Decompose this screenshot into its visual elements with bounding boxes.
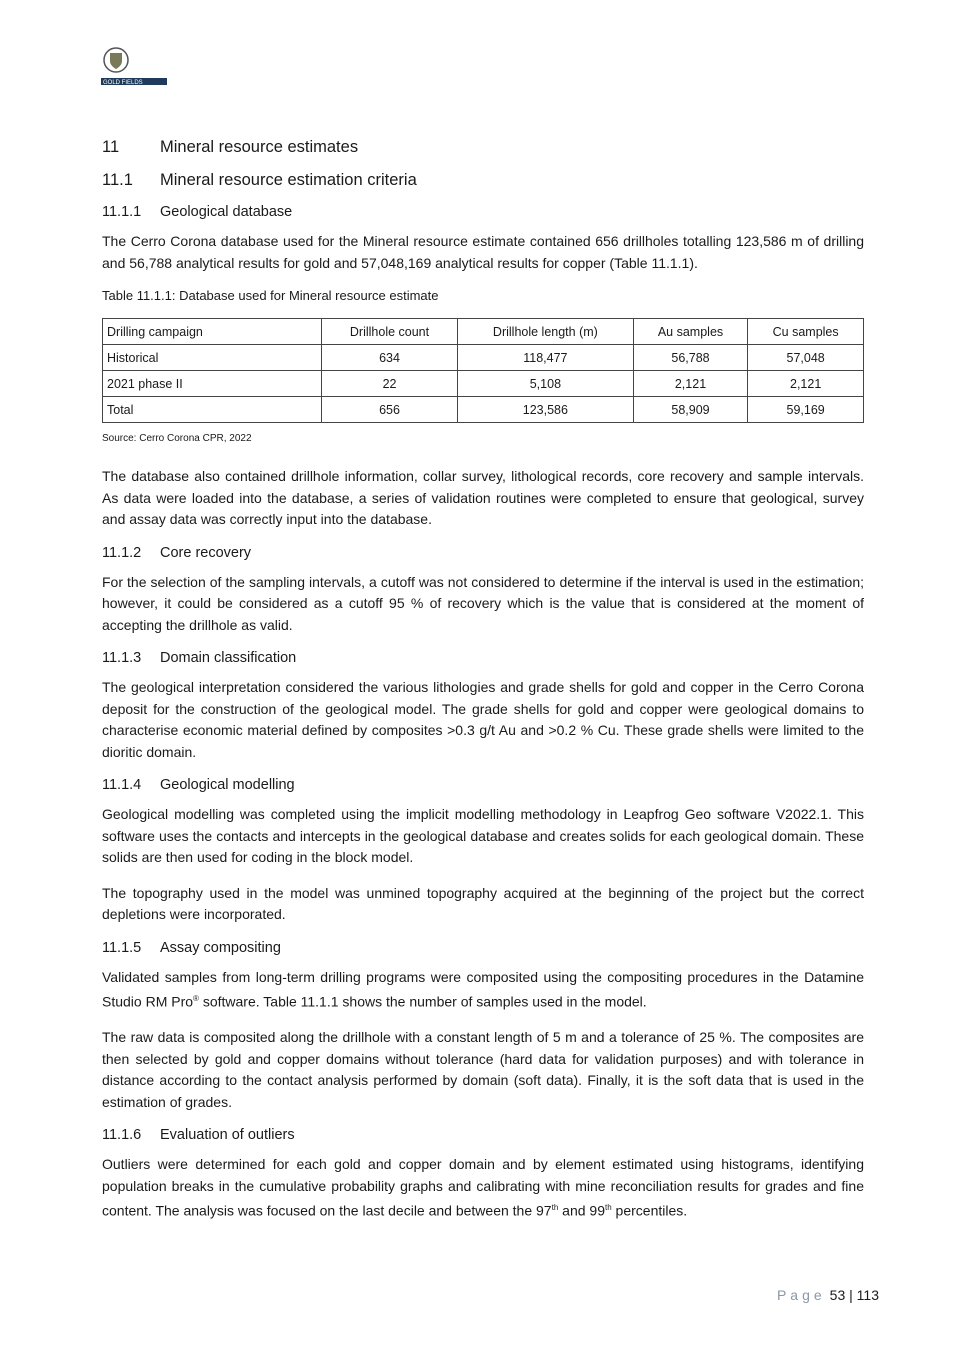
page-total: 113	[856, 1287, 879, 1303]
header-cell: Drillhole length (m)	[458, 319, 634, 345]
page-number: 53	[829, 1287, 846, 1303]
header-cell: Drillhole count	[322, 319, 458, 345]
table-source: Source: Cerro Corona CPR, 2022	[102, 433, 252, 444]
cell: 5,108	[458, 371, 634, 397]
svg-text:GOLD FIELDS: GOLD FIELDS	[103, 80, 143, 86]
main-content	[102, 138, 864, 1236]
heading-11: 11 Mineral resource estimates	[102, 138, 359, 156]
cell: 57,048	[748, 345, 864, 371]
cell: Total	[103, 397, 322, 423]
heading-11-1: 11.1 Mineral resource estimation criteria	[102, 171, 417, 189]
separator: |	[849, 1287, 853, 1303]
heading-11-1-6: 11.1.6 Evaluation of outliers	[102, 1127, 295, 1144]
paragraph: The topography used in the model was unmined topography acquired at the beginning of the project but the correct depletions were incorporated.	[102, 884, 864, 922]
paragraph: The Cerro Corona database used for the Mineral resource estimate contained 656 drillholes totalling 123,586 m of drilling and 56,788 analytical results for gold and 57,048,169 analytical results for copper (Table 11.1.1).	[102, 233, 864, 271]
cell: 58,909	[633, 397, 748, 423]
cell: 118,477	[458, 345, 634, 371]
cell: 634	[322, 345, 458, 371]
database-table	[102, 318, 864, 423]
paragraph: Outliers were determined for each gold and copper domain and by element estimated using histograms, identifying population breaks in the cumulative probability graphs and calibrating with mine reconciliation results for grades and fine content. The analysis was focused on the last decile and between the 97th and 99th percentiles.	[102, 1156, 864, 1219]
header-cell: Cu samples	[748, 319, 864, 345]
cell: 123,586	[458, 397, 634, 423]
paragraph: For the selection of the sampling intervals, a cutoff was not considered to determine if the interval is used in the estimation; however, it could be considered as a cutoff 95 % of recovery which is the value that is considered at the moment of accepting the drillhole as valid.	[102, 573, 864, 633]
paragraph: The raw data is composited along the drillhole with a constant length of 5 m and a tolerance of 25 %. The composites are then selected by gold and copper domains without tolerance (hard data for validation purposes) and with tolerance in distance according to the contact analysis performed by domain (soft data). Finally, it is the soft data that is used in the estimation of grades.	[102, 1029, 864, 1110]
heading-11-1-5: 11.1.5 Assay compositing	[102, 939, 281, 956]
cell: 59,169	[748, 397, 864, 423]
cell: 2021 phase II	[103, 371, 322, 397]
cell: Historical	[103, 345, 322, 371]
page-footer	[777, 1287, 879, 1303]
header-cell: Au samples	[633, 319, 748, 345]
paragraph: Geological modelling was completed using the implicit modelling methodology in Leapfrog Geo software V2022.1. This software uses the contacts and intercepts in the geological database and creates solids for each geological domain. These solids are then used for coding in the block model.	[102, 806, 864, 865]
paragraph: The database also contained drillhole information, collar survey, lithological records, core recovery and sample intervals. As data were loaded into the database, a series of validation routines were completed to ensure that geological, survey and assay data was correctly input into the database.	[102, 468, 864, 527]
heading-11-1-4: 11.1.4 Geological modelling	[102, 777, 295, 793]
cell: 2,121	[748, 371, 864, 397]
table-caption: Table 11.1.1: Database used for Mineral resource estimate	[102, 288, 439, 303]
cell: 2,121	[633, 371, 748, 397]
heading-11-1-1: 11.1.1 Geological database	[102, 204, 293, 220]
table-header-row	[103, 319, 864, 345]
cell: 656	[322, 397, 458, 423]
gold-fields-logo	[101, 46, 167, 88]
page-label: Page	[776, 1287, 826, 1303]
cell: 22	[322, 371, 458, 397]
header-cell: Drilling campaign	[103, 319, 322, 345]
cell: 56,788	[633, 345, 748, 371]
heading-11-1-3: 11.1.3 Domain classification	[102, 650, 297, 666]
heading-11-1-2: 11.1.2 Core recovery	[102, 544, 252, 561]
table-row	[103, 345, 864, 371]
table-row-total	[103, 397, 864, 423]
paragraph: The geological interpretation considered the various lithologies and grade shells for gold and copper in the Cerro Corona deposit for the construction of the geological model. The grade shells for gold and copper were geological domains to characterise economic material defined by composites >0.3 g/t Au and >0.2 % Cu. These grade shells were limited to the dioritic domain.	[102, 679, 864, 760]
paragraph: Validated samples from long-term drilling programs were composited using the compositing procedures in the Datamine Studio RM Pro® software. Table 11.1.1 shows the number of samples used in the model.	[102, 968, 864, 1010]
table-row	[103, 371, 864, 397]
